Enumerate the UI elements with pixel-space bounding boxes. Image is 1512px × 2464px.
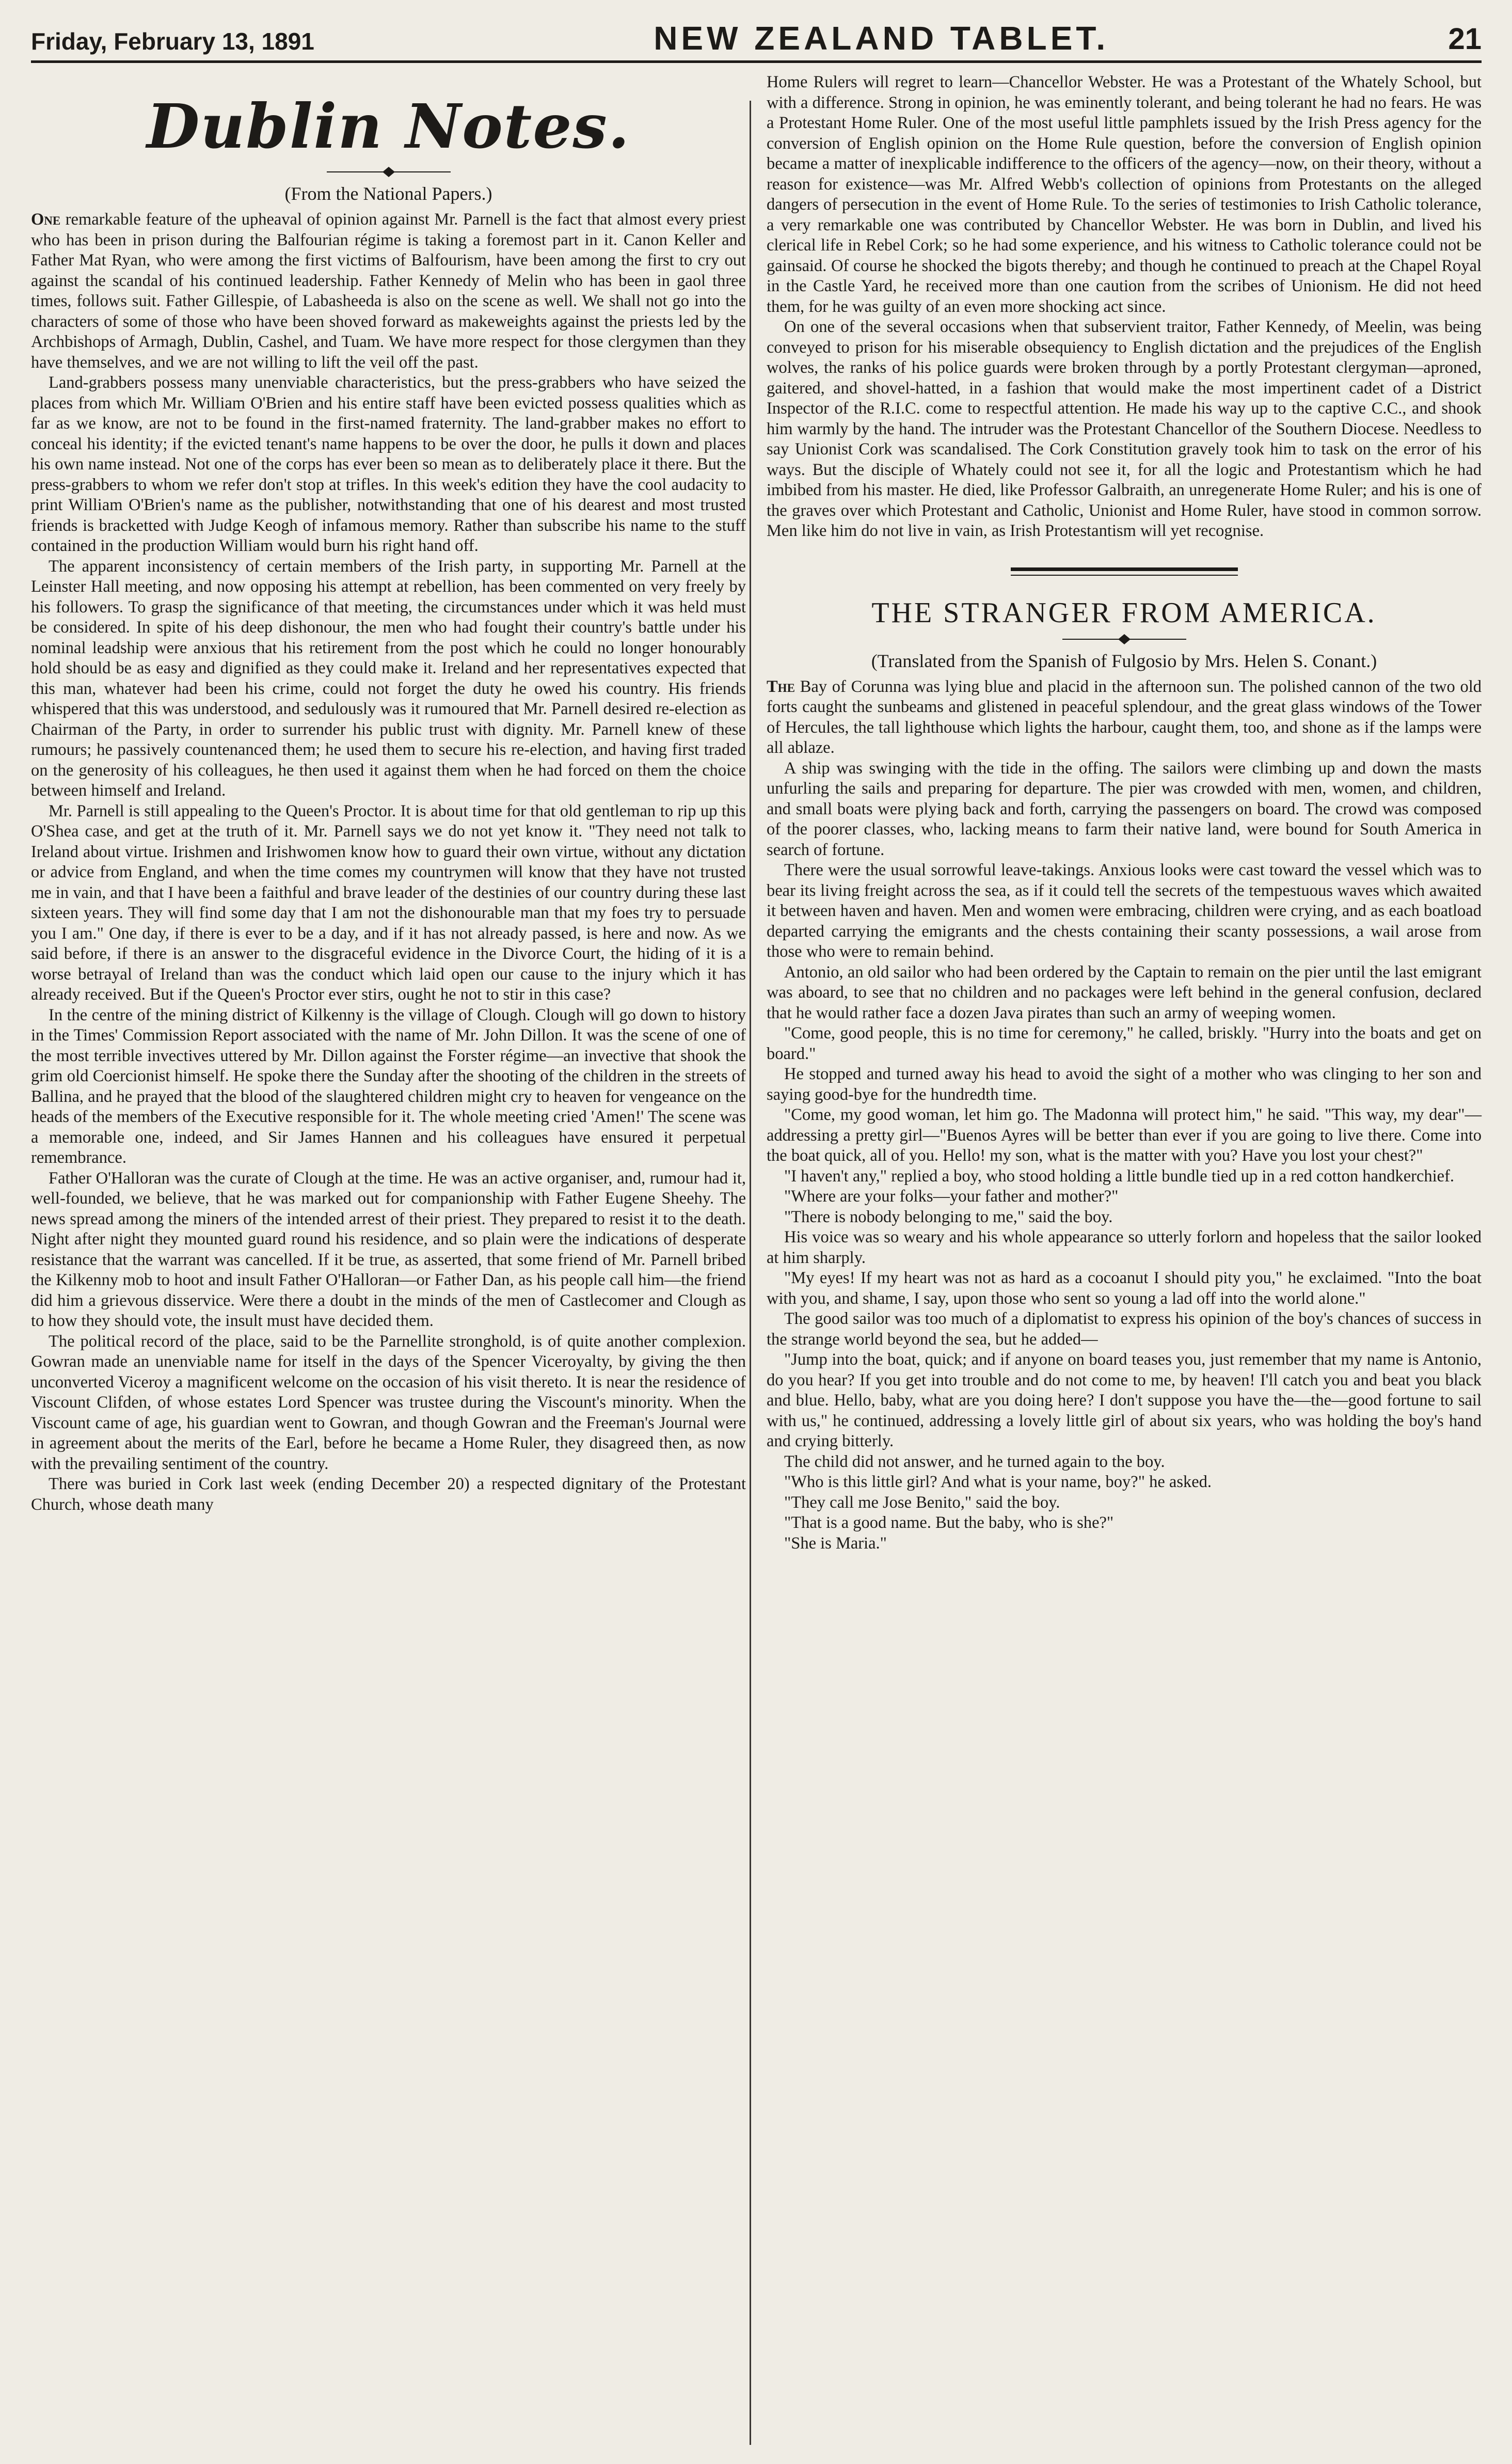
- dublin-notes-title: Dublin Notes.: [147, 90, 630, 162]
- article-paragraph: The apparent inconsistency of certain members of the Irish party, in supporting Mr. Parnell at the Leinster Hall meeting, and now opposing his attempt at rebellion, has been commented on very freely by his followers. To grasp the significance of that meeting, the circumstances under which it was held must be considered. In spite of his deep dishonour, the men who had fought their country's battle under his nominal leadship were anxious that his retirement from the post which he could no longer honourably hold should be as easy and dignified as they could make it. Ireland and her representatives expected that this man, whatever had been his crime, could not forget the duty he owed his country. His friends whispered that this was understood, and sedulously was it rumoured that Mr. Parnell desired re-election as Chairman of the Party, in order to surrender his public trust with dignity. Mr. Parnell knew of these rumours; he passively countenanced them; he used them to secure his re-election, and having first traded on the generosity of his colleagues, he then used it against them when he had forced on them the choice between himself and Ireland.: [31, 557, 746, 800]
- lead-word: One: [31, 210, 61, 229]
- ornament-divider-icon: [1062, 634, 1186, 645]
- story-paragraph: The good sailor was too much of a diplomatist to express his opinion of the boy's chances of success in the strange world beyond the sea, but he added—: [767, 1309, 1482, 1349]
- story-paragraph: "Jump into the boat, quick; and if anyone on board teases you, just remember that my name is Antonio, do you hear? If you get into trouble and do not come to me, by heaven! I'll catch you and beat you black and blue. Hello, baby, what are you doing here? I don't suppose you have the—the—good fortune to sail with us," he continued, addressing a lovely little girl of about six years, who was holding the boy's hand and crying bitterly.: [767, 1350, 1482, 1450]
- article-paragraph: Land-grabbers possess many unenviable characteristics, but the press-grabbers who have seized the places from which Mr. William O'Brien and his entire staff have been evicted possess qualities which as far as we know, are not to be found in the first-named fraternity. The land-grabber makes no effort to conceal his identity; if the evicted tenant's name happens to be over the door, he pulls it down and places his own name instead. Not one of the corps has ever been so mean as to deliberately place it there. But the press-grabbers to whom we refer don't stop at trifles. In this week's edition they have the cool audacity to print William O'Brien's name as the publisher, notwithstanding that one of his dearest and most trusted friends is bracketted with Judge Keogh of infamous memory. Rather than subscribe his name to the stuff contained in the production William would burn his right hand off.: [31, 373, 746, 555]
- issue-date: Friday, February 13, 1891: [31, 28, 314, 55]
- story-paragraph: "My eyes! If my heart was not as hard as a cocoanut I should pity you," he exclaimed. "Into the boat with you, and shame, I say, upon those who sent so young a lad off into the world alone.": [767, 1269, 1482, 1308]
- left-column: [31, 72, 746, 1515]
- story-paragraph: The child did not answer, and he turned again to the boy.: [784, 1452, 1165, 1471]
- story-paragraph: "Come, good people, this is no time for ceremony," he called, briskly. "Hurry into the boats and get on board.": [767, 1024, 1482, 1063]
- story-paragraph: His voice was so weary and his whole appearance so utterly forlorn and hopeless that the sailor looked at him sharply.: [767, 1228, 1482, 1267]
- article-paragraph: There was buried in Cork last week (ending December 20) a respected dignitary of the Protestant Church, whose death many: [31, 1475, 746, 1514]
- story-paragraph: "There is nobody belonging to me," said the boy.: [784, 1207, 1113, 1226]
- right-column: [767, 72, 1482, 1554]
- section-separator-heavy: [1011, 567, 1238, 571]
- dublin-notes-continued-body: [767, 72, 1482, 542]
- story-paragraph: He stopped and turned away his head to avoid the sight of a mother who was clinging to her son and saying good-bye for the hundredth time.: [767, 1065, 1482, 1104]
- article-paragraph: One remarkable feature of the upheaval of opinion against Mr. Parnell is the fact that almost every priest who has been in prison during the Balfourian régime is taking a foremost part in it. Canon Keller and Father Mat Ryan, who were among the first victims of Balfourism, have been among the first to cry out against the scandal of his continued leadership. Father Kennedy of Melin who has been in gaol three times, follows suit. Father Gillespie, of Labasheeda is also on the scene as well. We shall not go into the characters of some of those who have been shoved forward as makeweights against the priests led by the Archbishops of Armagh, Dublin, Cashel, and Tuam. We have more respect for those clergymen than they have themselves, and we are not willing to lift the veil off the past.: [31, 210, 746, 372]
- masthead: [31, 11, 1482, 63]
- dublin-notes-body: [31, 210, 746, 1515]
- dublin-notes-source: (From the National Papers.): [284, 183, 492, 204]
- story-paragraph: The Bay of Corunna was lying blue and placid in the afternoon sun. The polished cannon of the two old forts caught the sunbeams and glistened in peaceful splendour, and the great glass windows of the Tower of Hercules, the tall lighthouse which lights the harbour, caught them, too, and shone as if the lamps were all ablaze.: [767, 677, 1482, 757]
- stranger-source: (Translated from the Spanish of Fulgosio by Mrs. Helen S. Conant.): [871, 650, 1377, 671]
- story-paragraph: "Who is this little girl? And what is your name, boy?" he asked.: [784, 1473, 1212, 1491]
- page-number: 21: [1448, 22, 1482, 56]
- story-paragraph: A ship was swinging with the tide in the offing. The sailors were climbing up and down the masts unfurling the sails and preparing for departure. The pier was crowded with men, women, and children, and small boats were plying back and forth, carrying the passengers on board. The crowd was composed of the poorer classes, who, lacking means to farm their native land, were bound for South America in search of fortune.: [767, 759, 1482, 859]
- article-paragraph: In the centre of the mining district of Kilkenny is the village of Clough. Clough will go down to history in the Times' Commission Report associated with the name of Mr. John Dillon. It was the scene of one of the most terrible invectives uttered by Mr. Dillon against the Forster régime—an invective that shook the grim old Coercionist himself. He spoke there the Sunday after the shooting of the children in the streets of Ballina, and he prayed that the blood of the slaughtered children might cry to heaven for vengeance on the heads of the members of the Executive responsible for it. The whole meeting cried 'Amen!' The scene was a memorable one, indeed, and Sir James Hannen and his colleagues have ensured it perpetual remembrance.: [31, 1005, 746, 1167]
- article-paragraph: Father O'Halloran was the curate of Clough at the time. He was an active organiser, and, rumour had it, well-founded, we believe, that he was marked out for companionship with Father Eugene Sheehy. The news spread among the miners of the intended arrest of their priest. They prepared to resist it to the death. Night after night they mounted guard round his residence, and so plain were the indications of desperate resistance that the warrant was cancelled. If it be true, as asserted, that some friend of Mr. Parnell bribed the Kilkenny mob to hoot and insult Father O'Halloran—or Father Dan, as his people call him—the friend did him a grievous disservice. Were there a doubt in the minds of the men of Castlecomer and Clough as to how they should vote, the insult must have decided them.: [31, 1168, 746, 1330]
- story-paragraph: Antonio, an old sailor who had been ordered by the Captain to remain on the pier until the last emigrant was aboard, to see that no children and no packages were left behind in the general confusion, declared that he would rather face a dozen Java pirates than such an army of weeping women.: [767, 962, 1482, 1022]
- story-paragraph: "They call me Jose Benito," said the boy.: [784, 1493, 1060, 1512]
- lead-word: The: [767, 677, 795, 696]
- story-paragraph: There were the usual sorrowful leave-takings. Anxious looks were cast toward the vessel which was to bear its living freight across the sea, as if it could tell the secrets of the tempestuous waves which awaited it between haven and haven. Men and women were embracing, children were crying, and as each boatload departed carrying the emigrants and the chests containing their scanty possessions, a wail arose from those who were to remain behind.: [767, 861, 1482, 961]
- article-paragraph: The political record of the place, said to be the Parnellite stronghold, is of quite another complexion. Gowran made an unenviable name for itself in the days of the Spencer Viceroyalty, by giving the then unconverted Viceroy a magnificent welcome on the occasion of his visit thereto. It is near the residence of Viscount Clifden, of whose estates Lord Spencer was trustee during the Viscount's minority. When the Viscount came of age, his guardian went to Gowran, and though Gowran and the Freeman's Journal were in agreement about the merits of the Earl, before he became a Home Ruler, they disagreed then, as now with the prevailing sentiment of the country.: [31, 1332, 746, 1473]
- ornament-divider-icon: [327, 166, 451, 178]
- section-separator-light: [1011, 575, 1238, 576]
- article-paragraph: Mr. Parnell is still appealing to the Queen's Proctor. It is about time for that old gentleman to rip up this O'Shea case, and get at the truth of it. Mr. Parnell says we do not yet know it. "They need not talk to Ireland about virtue. Irishmen and Irishwomen know how to guard their own virtue, without any dictation or advice from England, and when the time comes my countrymen will know that they have not trusted me in vain, and that I have been a faithful and brave leader of the destinies of our country during these last sixteen years. They will find some day that I am not the dishonourable man that my foes try to persuade you I am." One day, if there is ever to be a day, and if it has not already passed, is here and now. As we said before, if there is an answer to the disgraceful evidence in the Divorce Court, the hiding of it is a worse betrayal of Ireland than was the conduct which laid open our cause to the injury which it has already received. But if the Queen's Proctor ever stirs, ought he not to stir in this case?: [31, 801, 746, 1004]
- article-paragraph: Home Rulers will regret to learn—Chancellor Webster. He was a Protestant of the Whately School, but with a difference. Strong in opinion, he was eminently tolerant, and being tolerant he had no fears. He was a Protestant Home Ruler. One of the most useful little pamphlets issued by the Irish Press agency for the conversion of English opinion on the Home Rule question, before the conversion of English opinion became a matter of inexplicable indifference to the officers of the agency—now, on their theory, without a reason for existence—was Mr. Alfred Webb's collection of opinions from Protestants on the alleged dangers of persecution in the event of Home Rule. To the series of testimonies to Irish Catholic tolerance, a very remarkable one was contributed by Chancellor Webster. He was born in Dublin, and lived his clerical life in Rebel Cork; so he had some experience, and his witness to Catholic tolerance could not be gainsaid. Of course he shocked the bigots thereby; and though he continued to preach at the Chapel Royal in the Castle Yard, he received more than one caution from the scribes of Unionism. He did not heed them, for he was guilty of an even more shocking act since.: [767, 73, 1482, 316]
- stranger-body: [767, 677, 1482, 1554]
- story-paragraph: "That is a good name. But the baby, who is she?": [784, 1513, 1114, 1532]
- article-paragraph: On one of the several occasions when that subservient traitor, Father Kennedy, of Meelin, was being conveyed to prison for his miserable obsequiency to English dictation and the prejudices of the English wolves, the ranks of his police guards were broken through by a portly Protestant clergyman—aproned, gaitered, and shovel-hatted, in a fashion that would make the most impertinent cadet of a District Inspector of the R.I.C. come to respectful attention. He made his way up to the captive C.C., and shook him warmly by the hand. The intruder was the Protestant Chancellor of the Southern Diocese. Needless to say Unionist Cork was scandalised. The Cork Constitution gravely took him to task on the error of his ways. But the disciple of Whately could not see it, for all the logic and Protestantism which he had imbibed from his master. He died, like Professor Galbraith, an unregenerate Home Ruler; and his is one of the graves over which Protestant and Catholic, Unionist and Home Ruler, have stood in common sorrow. Men like him do not live in vain, as Irish Protestantism will yet recognise.: [767, 318, 1482, 540]
- stranger-title: THE STRANGER FROM AMERICA.: [871, 596, 1377, 629]
- story-paragraph: "Come, my good woman, let him go. The Madonna will protect him," he said. "This way, my dear"—addressing a pretty girl—"Buenos Ayres will be better than ever if you are going to live there. Come into the boat quick, all of you. Hello! my son, what is the matter with you? Have you lost your chest?": [767, 1105, 1482, 1165]
- story-paragraph: "I haven't any," replied a boy, who stood holding a little bundle tied up in a red cotton handkerchief.: [784, 1166, 1455, 1186]
- story-paragraph: "She is Maria.": [784, 1534, 887, 1553]
- column-rule: [750, 101, 751, 2445]
- story-paragraph: "Where are your folks—your father and mother?": [784, 1187, 1119, 1206]
- newspaper-title: NEW ZEALAND TABLET.: [654, 20, 1109, 57]
